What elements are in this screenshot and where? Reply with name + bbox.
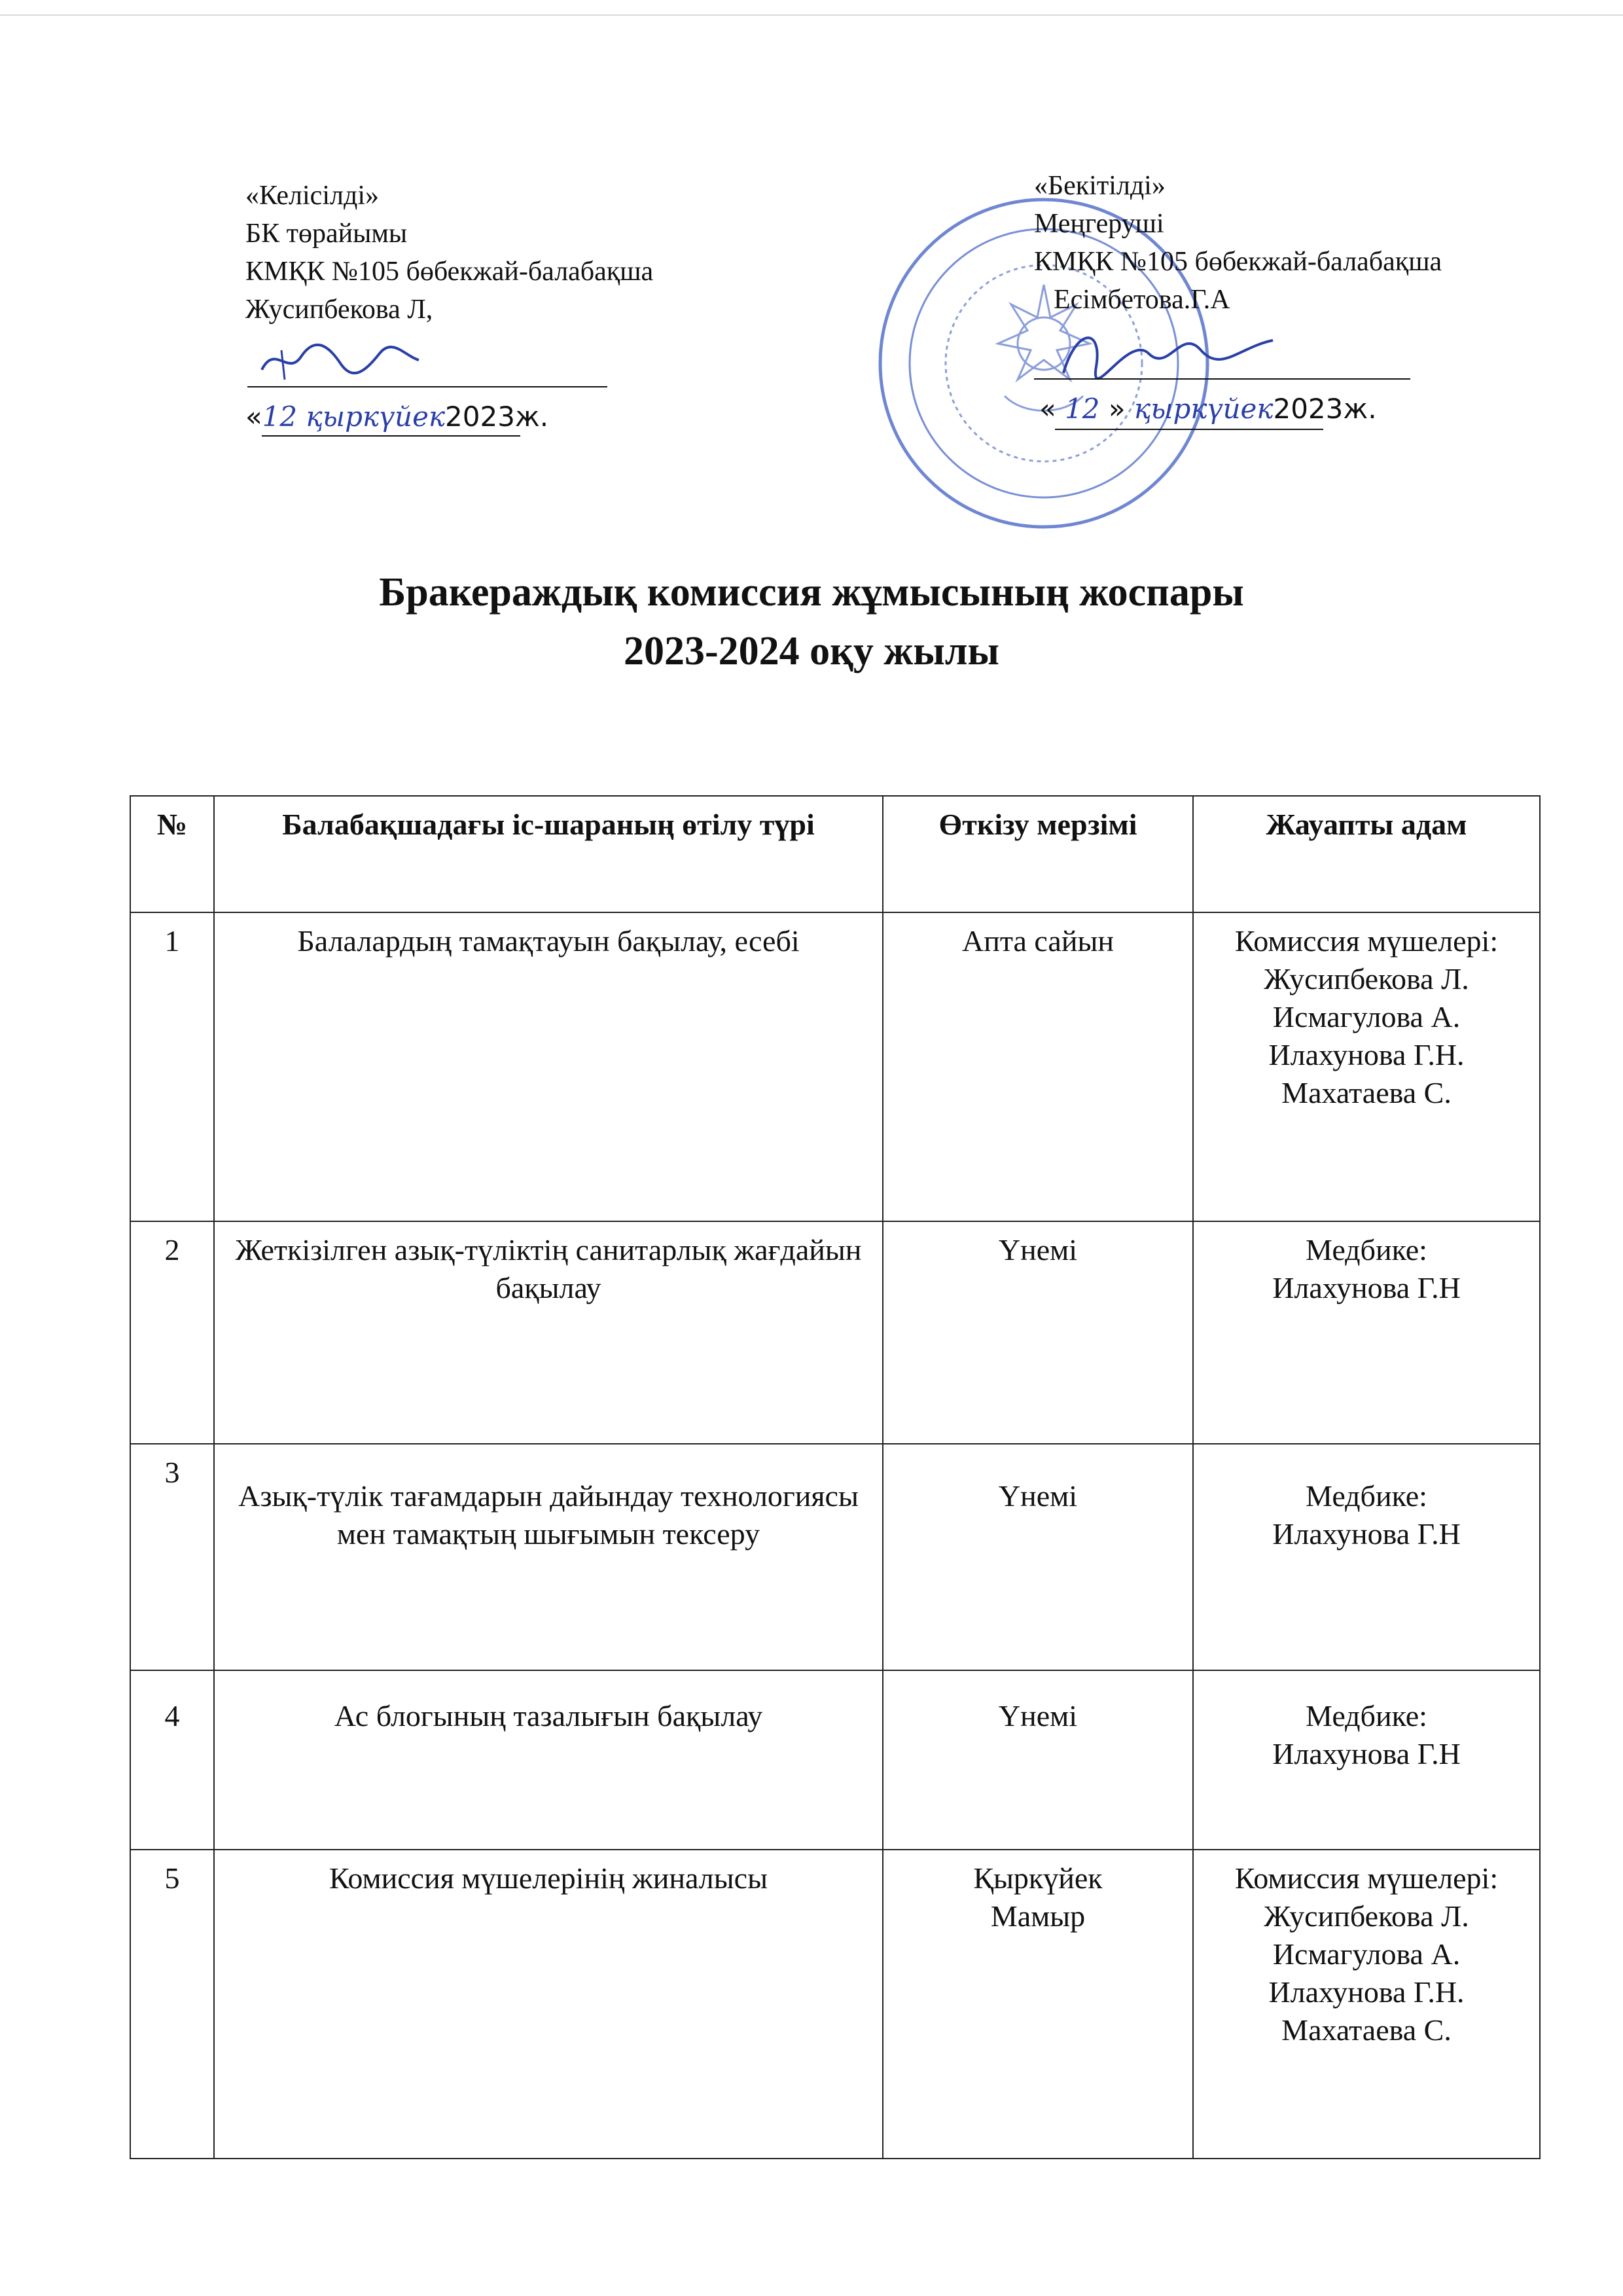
approved-date-suffix: 2023ж. [1273,393,1377,425]
approved-org: КМҚК №105 бөбекжай-балабақша [1034,247,1442,277]
row-deadline: Апта сайын [883,912,1193,1221]
approved-label: «Бекітілді» [1034,171,1166,201]
document-subtitle: 2023-2024 оқу жылы [624,629,999,673]
row-event: Ас блогының тазалығын бақылау [214,1670,883,1850]
approved-date-prefix: « [1039,393,1056,425]
responsible-line: Илахунова Г.Н [1272,1737,1461,1770]
responsible-line: Жусипбекова Л. [1264,1899,1469,1933]
agreed-date-suffix: 2023ж. [445,401,549,433]
agreed-date-line [262,435,520,437]
agreed-org: КМҚК №105 бөбекжай-балабақша [245,257,654,287]
row-responsible [1193,912,1540,1221]
header-responsible: Жауапты адам [1193,796,1540,912]
row-responsible [1193,1221,1540,1444]
header-deadline: Өткізу мерзімі [883,796,1193,912]
header-event: Балабақшадағы іс-шараның өтілу түрі [214,796,883,912]
deadline-line: Мамыр [990,1899,1086,1933]
agreed-sign-line [247,386,607,387]
agreed-signature [255,331,425,389]
approved-date-line [1055,429,1323,430]
approved-date-mid: » [1108,393,1126,425]
approved-date-handwritten: қыркүйек [1133,393,1274,425]
plan-table [130,795,1541,2159]
responsible-line: Медбике: [1306,1233,1427,1266]
table-row [130,1850,1540,2159]
table-row [130,1444,1540,1670]
responsible-line: Исмагулова А. [1272,1937,1461,1971]
approved-date-day: 12 [1065,393,1100,425]
row-event: Балалардың тамақтауын бақылау, есебі [214,912,883,1221]
responsible-line: Илахунова Г.Н [1272,1271,1461,1304]
responsible-line: Комиссия мүшелері: [1234,1861,1499,1895]
row-number: 1 [130,912,214,1221]
agreed-date-handwritten: 12 қыркүйек [262,401,446,433]
responsible-line: Илахунова Г.Н. [1268,1038,1465,1071]
agreed-date-prefix: « [245,401,262,433]
row-number: 3 [130,1444,214,1670]
responsible-line: Махатаева С. [1281,1076,1452,1109]
responsible-line: Исмагулова А. [1272,1000,1461,1033]
responsible-line: Медбике: [1306,1479,1427,1513]
row-deadline: Үнемі [883,1444,1193,1670]
agreed-date [245,401,548,433]
table-row [130,1670,1540,1850]
responsible-line: Илахунова Г.Н. [1268,1975,1465,2009]
agreed-block [245,177,654,329]
responsible-line: Илахунова Г.Н [1272,1517,1461,1551]
row-responsible [1193,1850,1540,2159]
header-number: № [130,796,214,912]
agreed-label: «Келісілді» [245,181,379,211]
row-deadline: Үнемі [883,1221,1193,1444]
row-number: 4 [130,1670,214,1850]
row-responsible [1193,1444,1540,1670]
scan-edge-line [0,14,1623,16]
row-number: 5 [130,1850,214,2159]
document-title: Бракераждық комиссия жұмысының жоспары [379,570,1244,615]
row-responsible [1193,1670,1540,1850]
row-deadline: Үнемі [883,1670,1193,1850]
row-event: Комиссия мүшелерінің жиналысы [214,1850,883,2159]
row-event: Азық-түлік тағамдарын дайындау технологиясы мен тамақтың шығымын тексеру [214,1444,883,1670]
approved-date [1039,393,1377,425]
approved-position: Меңгеруші [1034,209,1164,239]
approved-sign-line [1034,378,1410,380]
responsible-line: Махатаева С. [1281,2013,1452,2047]
approved-block [1024,167,1495,319]
table-row [130,912,1540,1221]
responsible-line: Медбике: [1306,1699,1427,1732]
agreed-position: БК төрайымы [245,219,408,249]
agreed-name: Жусипбекова Л, [245,295,433,325]
row-deadline [883,1850,1193,2159]
deadline-line: Қыркүйек [973,1861,1103,1895]
approved-signature [1050,314,1286,393]
table-row [130,1221,1540,1444]
responsible-line: Жусипбекова Л. [1264,962,1469,996]
responsible-line: Комиссия мүшелері: [1234,924,1499,958]
table-header-row [130,796,1540,912]
row-event: Жеткізілген азық-түліктің санитарлық жағдайын бақылау [214,1221,883,1444]
row-number: 2 [130,1221,214,1444]
approved-name: Есімбетова.Г.А [1054,285,1230,315]
